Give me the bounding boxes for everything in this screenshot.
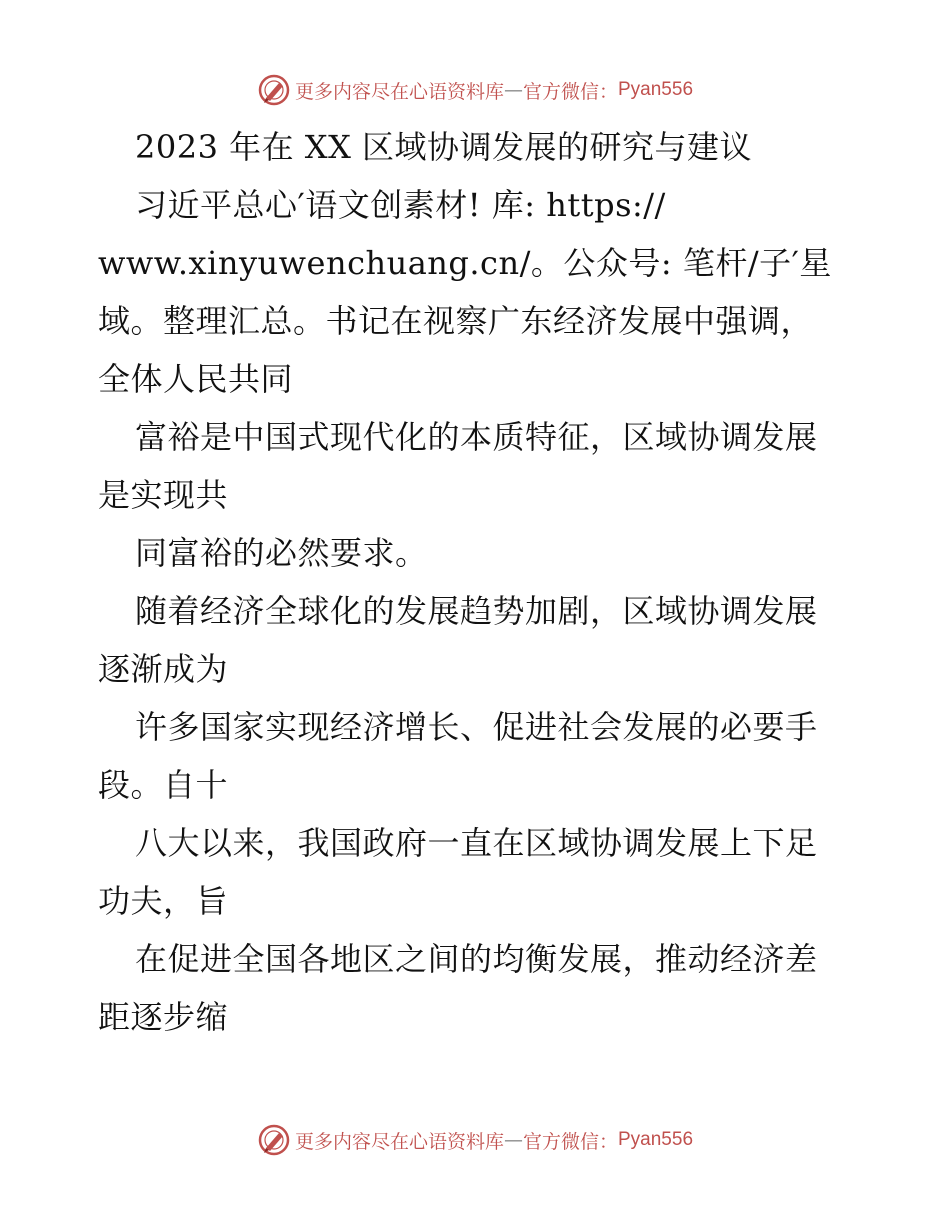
document-line: 是实现共 xyxy=(98,476,229,514)
document-line: 2023 年在 XX 区域协调发展的研究与建议 xyxy=(135,128,753,166)
document-line: 全体人民共同 xyxy=(98,360,294,398)
document-body xyxy=(98,118,858,1046)
header-banner-wechat-id: Pyan556 xyxy=(618,79,694,100)
footer-banner-text: 更多内容尽在心语资料库 xyxy=(294,1130,504,1153)
document-line: 八大以来，我国政府一直在区域协调发展上下足 xyxy=(135,824,818,862)
footer-banner-wechat-id: Pyan556 xyxy=(618,1129,694,1150)
footer-banner-contact: 官方微信： xyxy=(522,1130,618,1153)
document-line: 同富裕的必然要求。 xyxy=(135,534,428,572)
header-banner xyxy=(0,70,950,110)
document-line: 段。自十 xyxy=(98,766,229,804)
document-line: www.xinyuwenchuang.cn/。公众号: 笔杆/子′星 xyxy=(98,244,832,282)
document-line: 域。整理汇总。书记在视察广东经济发展中强调， xyxy=(98,302,814,340)
document-line: 习近平总心′语文创素材! 库: https:// xyxy=(135,186,666,224)
document-line: 在促进全国各地区之间的均衡发展，推动经济差 xyxy=(135,940,818,978)
document-line: 许多国家实现经济增长、促进社会发展的必要手 xyxy=(135,708,818,746)
pen-logo-icon xyxy=(257,1123,291,1157)
pen-logo-icon xyxy=(257,73,291,107)
document-line: 富裕是中国式现代化的本质特征，区域协调发展 xyxy=(135,418,818,456)
header-banner-text: 更多内容尽在心语资料库 xyxy=(294,80,504,103)
footer-banner-dash: — xyxy=(503,1129,523,1151)
header-banner-contact: 官方微信： xyxy=(522,80,618,103)
document-line: 随着经济全球化的发展趋势加剧，区域协调发展 xyxy=(135,592,818,630)
document-line: 逐渐成为 xyxy=(98,650,229,688)
header-banner-dash: — xyxy=(503,79,523,101)
footer-banner xyxy=(0,1120,950,1160)
document-line: 距逐步缩 xyxy=(98,998,229,1036)
document-line: 功夫，旨 xyxy=(98,882,229,920)
